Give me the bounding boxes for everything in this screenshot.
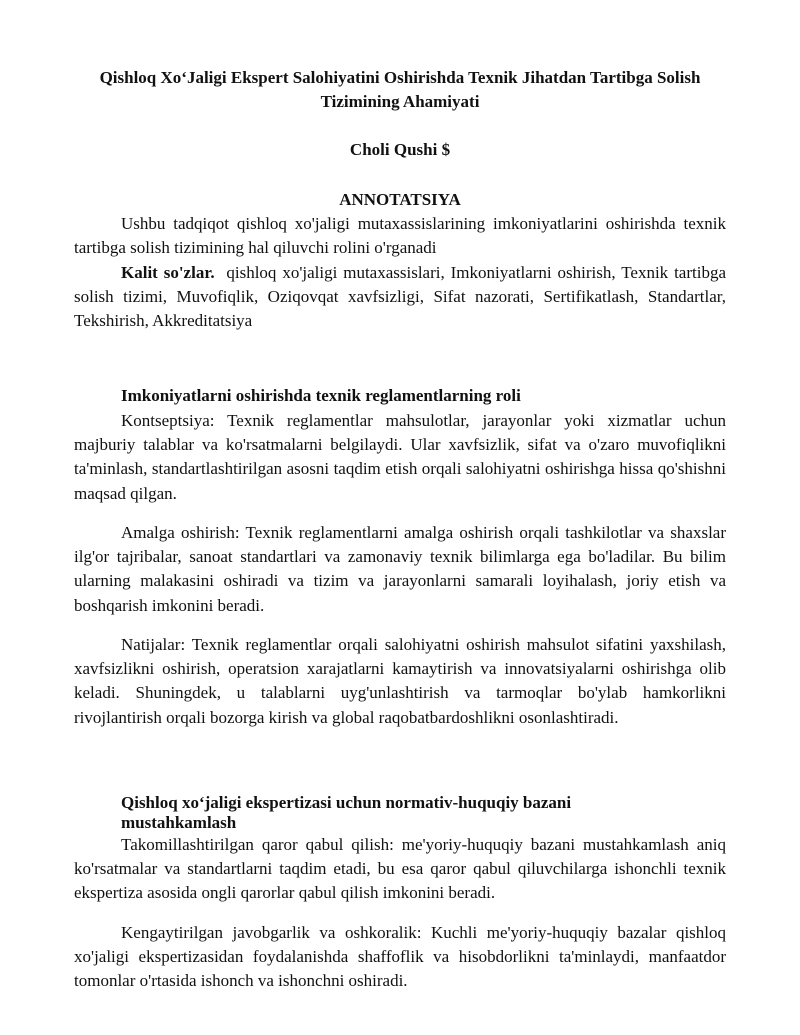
keywords-label: Kalit so'zlar. xyxy=(121,263,215,282)
section-heading-2: Qishloq xo‘jaligi ekspertizasi uchun normativ-huquqiy bazani mustahkamlash xyxy=(121,793,572,832)
section1-paragraph-2: Amalga oshirish: Texnik reglamentlarni amalga oshirish orqali tashkilotlar va shaxslar ilg'or tajribalar, sanoat standartlari va zamonaviy texnik bilimlarga ega bo'ladilar. Bu bilim ularning malakasini oshiradi va tizim va jarayonlarni samarali loyihalash, joriy etish va boshqarish imkonini beradi. xyxy=(74,523,726,615)
keywords-text: qishloq xo'jaligi mutaxassislari, Imkoniyatlarni oshirish, Texnik tartibga solish tizimi, Muvofiqlik, Oziqovqat xavfsizligi, Sifat nazorati, Sertifikatlash, Standartlar, Tekshirish, Akkreditatsiya xyxy=(74,263,727,331)
annotation-text: Ushbu tadqiqot qishloq xo'jaligi mutaxassislarining imkoniyatlarini oshirishda texnik tartibga solish tizimining hal qiluvchi rolini o'rganadi xyxy=(74,214,726,258)
author-line: Choli Qushi $ xyxy=(349,140,451,159)
annotation-heading: ANNOTATSIYA xyxy=(339,190,461,209)
section2-paragraph-1: Takomillashtirilgan qaror qabul qilish: me'yoriy-huquqiy bazani mustahkamlash aniq ko'rsatmalar va standartlarni taqdim etadi, bu esa qaror qabul qiluvchilarga ishonchli texnik ekspertiza asosida ongli qarorlar qabul qilish imkonini beradi. xyxy=(74,835,726,903)
section-heading-1: Imkoniyatlarni oshirishda texnik reglamentlarning roli xyxy=(121,386,521,405)
section2-paragraph-2: Kengaytirilgan javobgarlik va oshkoralik: Kuchli me'yoriy-huquqiy bazalar qishloq xo'jaligi ekspertizasidan foydalanishda shaffoflik va hisobdorlikni ta'minlaydi, manfaatdor tomonlar o'rtasida ishonch va ishonchni oshiradi. xyxy=(74,923,726,991)
section1-paragraph-3: Natijalar: Texnik reglamentlar orqali salohiyatni oshirish mahsulot sifatini yaxshilash, xavfsizlikni oshirish, operatsion xarajatlarni kamaytirish va innovatsiyalarni oshirishga olib keladi. Shuningdek, u talablarni uyg'unlashtirish va tarmoqlar bo'ylab hamkorlikni rivojlantirish orqali bozorga kirish va global raqobatbardoshlikni osonlashtiradi. xyxy=(74,635,726,727)
keywords-paragraph xyxy=(74,261,726,334)
document-title: Qishloq Xo‘Jaligi Ekspert Salohiyatini Oshirishda Texnik Jihatdan Tartibga Solish Tizimining Ahamiyati xyxy=(99,68,701,111)
section1-paragraph-1: Kontseptsiya: Texnik reglamentlar mahsulotlar, jarayonlar yoki xizmatlar uchun majburiy talablar va ko'rsatmalarni belgilaydi. Ular xavfsizlik, sifat va o'zaro muvofiqlikni ta'minlash, standartlashtirilgan asosni taqdim etish orqali salohiyatni oshirishga hissa qo'shishni maqsad qilgan. xyxy=(74,411,726,503)
